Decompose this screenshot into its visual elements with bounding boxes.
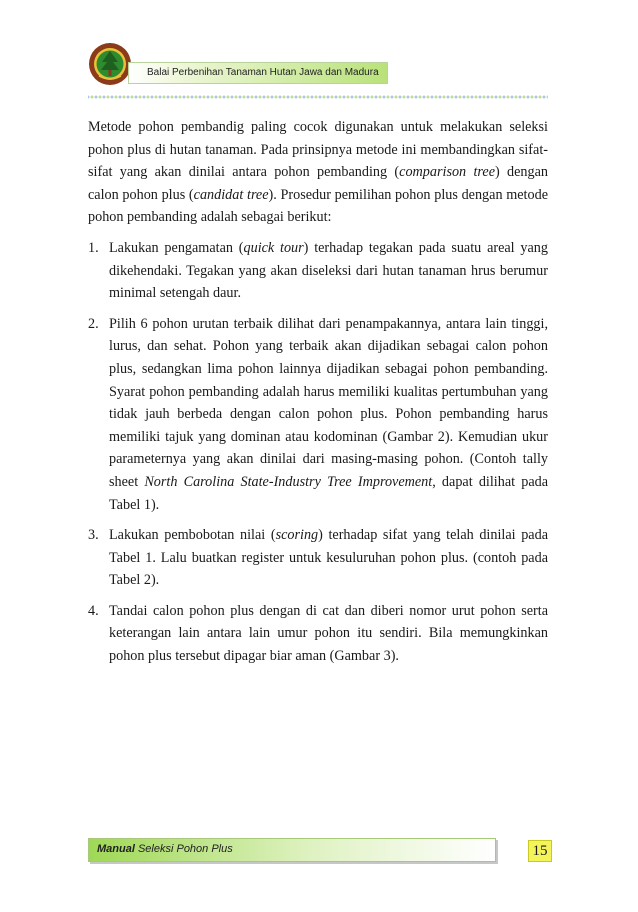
institution-logo-icon — [88, 42, 132, 86]
procedure-list — [88, 237, 548, 668]
footer-banner — [88, 838, 496, 862]
list-item-number: 3. — [88, 527, 99, 544]
page-body — [88, 116, 548, 676]
list-item: 3. Lakukan pembobotan nilai (scoring) terhadap sifat yang telah dinilai pada Tabel 1. Lalu buatkan register untuk kesuluruhan pohon plus. (contoh pada Tabel 2). — [88, 524, 548, 592]
list-item-number: 2. — [88, 315, 99, 332]
footer-manual-title: Manual Seleksi Pohon Plus — [97, 843, 233, 855]
header-institution-name: Balai Perbenihan Tanaman Hutan Jawa dan Madura — [147, 67, 379, 78]
header-banner — [128, 62, 388, 84]
list-item: 2. Pilih 6 pohon urutan terbaik dilihat dari penampakannya, antara lain tinggi, lurus, dan sehat. Pohon yang terbaik akan dijadikan sebagai calon pohon plus, sedangkan lima pohon lainnya dijadikan sebagai pohon pembanding. Syarat pohon pembanding adalah harus memiliki kualitas pertumbuhan yang tidak jauh berbeda dengan calon pohon plus. Pohon pembanding harus memiliki tajuk yang dominan atau kodominan (Gambar 2). Kemudian ukur parameternya yang akan dinilai dari masing-masing pohon. (Contoh tally sheet North Carolina State-Industry Tree Improvement, dapat dilihat pada Tabel 1). — [88, 313, 548, 516]
list-item-number: 4. — [88, 602, 99, 619]
list-item-number: 1. — [88, 239, 99, 256]
list-item: 4. Tandai calon pohon plus dengan di cat dan diberi nomor urut pohon serta keterangan lain antara lain umur pohon itu sendiri. Bila memungkinkan pohon plus tersebut dipagar biar aman (Gambar 3). — [88, 600, 548, 668]
intro-paragraph: Metode pohon pembandig paling cocok digunakan untuk melakukan seleksi pohon plus di hutan tanaman. Pada prinsipnya metode ini membandingkan sifat-sifat yang akan dinilai antara pohon pembanding (comparison tree) dengan calon pohon plus (candidat tree). Prosedur pemilihan pohon plus dengan metode pohon pembanding adalah sebagai berikut: — [88, 119, 548, 226]
decorative-dotted-divider — [88, 95, 548, 99]
list-item: 1. Lakukan pengamatan (quick tour) terhadap tegakan pada suatu areal yang dikehendaki. Tegakan yang akan diseleksi dari hutan tanaman hrus berumur minimal setengah daur. — [88, 237, 548, 305]
page-number-badge: 15 — [528, 840, 552, 862]
